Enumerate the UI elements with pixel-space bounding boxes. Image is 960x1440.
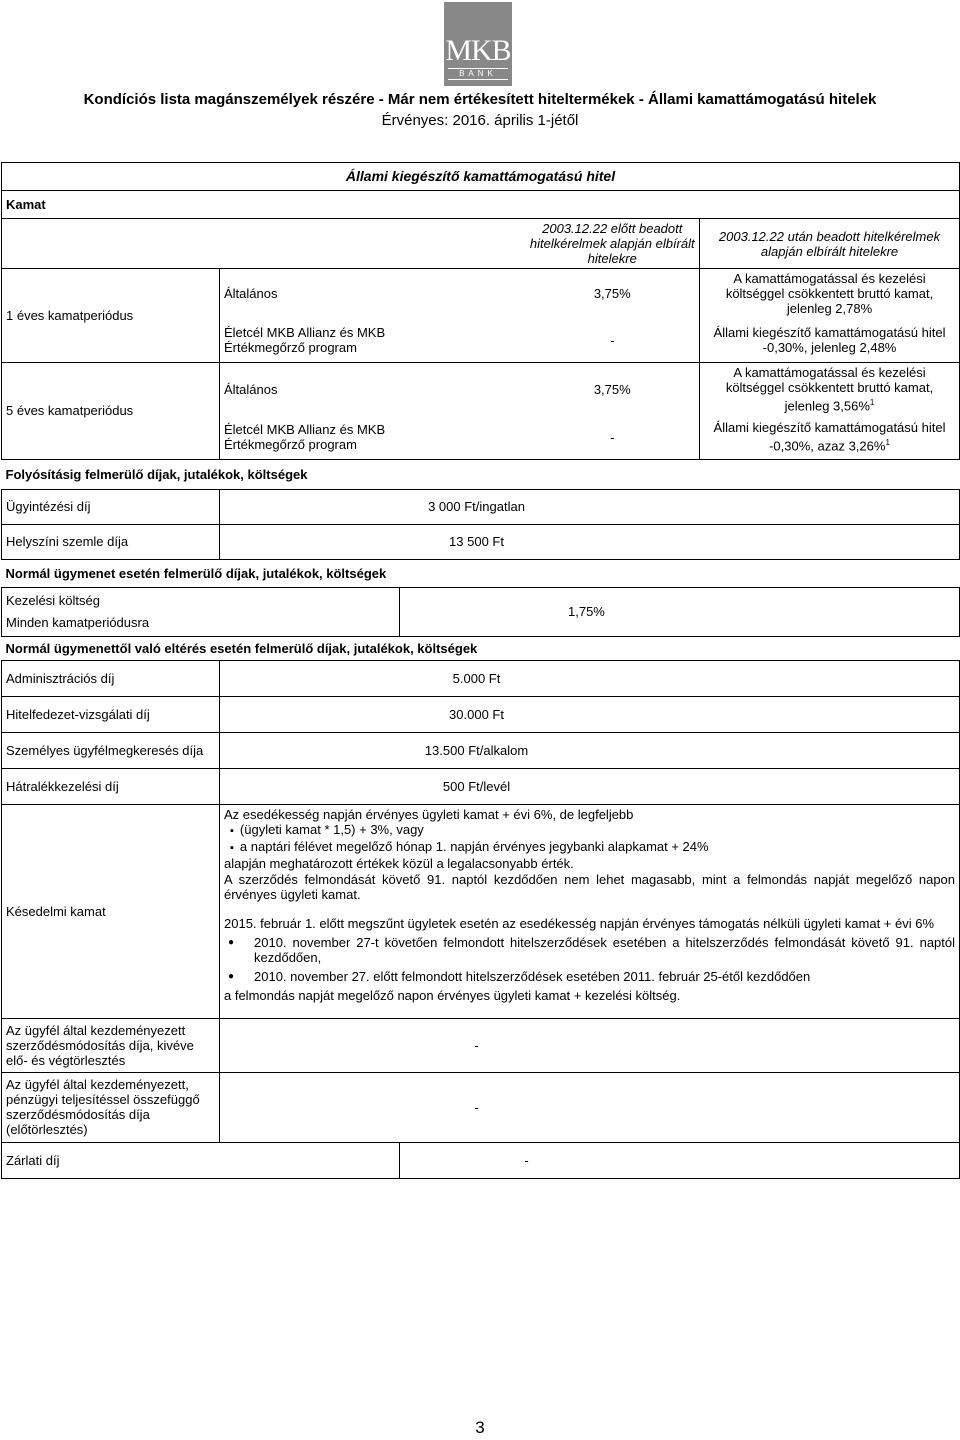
- kamat-columns-row: [2, 219, 960, 269]
- footnote-ref: 1: [885, 438, 890, 448]
- col-after-header: 2003.12.22 után beadott hitelkérelmek alapján elbírált hitelekre: [700, 219, 960, 269]
- late-p3: A szerződés felmondását követő 91. naptól kezdődően nem lehet magasabb, mint a felmondás napját megelőző napon érvényes ügyleti kamat.: [224, 871, 956, 902]
- closing-fee-row: [2, 1142, 960, 1178]
- late-p1: Az esedékesség napján érvényes ügyleti kamat + évi 6%, de legfeljebb: [224, 806, 634, 822]
- modification-fee-value: -: [220, 1018, 960, 1072]
- fee-value: 13 500 Ft: [220, 524, 960, 559]
- period5-general-label: Általános: [220, 363, 400, 416]
- period5-special-label: Életcél MKB Allianz és MKB Értékmegőrző program: [220, 415, 400, 459]
- validity-date: Érvényes: 2016. április 1-jétől: [381, 112, 579, 129]
- period5-special-before: -: [400, 415, 700, 459]
- col-before-header: 2003.12.22 előtt beadott hitelkérelmek alapján elbírált hitelekre: [400, 219, 700, 269]
- period5-special-after-cell: [700, 415, 960, 459]
- fee-label: Helyszíni szemle díja: [2, 524, 220, 559]
- period1-general-after: A kamattámogatással és kezelési költséggel csökkentett bruttó kamat, jelenleg 2,78%: [700, 269, 960, 319]
- page-number: 3: [475, 1418, 485, 1437]
- period1-general-label: Általános: [220, 269, 400, 319]
- period5-general-row: [2, 363, 960, 416]
- fee-value: 500 Ft/levél: [220, 768, 960, 804]
- logo-bank-text: BANK: [448, 68, 508, 80]
- normal-fee-label-2: Minden kamatperiódusra: [6, 614, 150, 630]
- prepayment-fee-label: Az ügyfél által kezdeményezett, pénzügyi teljesítéssel összefüggő szerződésmódosítás díja (előtörlesztés): [2, 1072, 220, 1142]
- section-title: Állami kiegészítő kamattámogatású hitel: [2, 163, 960, 191]
- fee-value: 30.000 Ft: [220, 696, 960, 732]
- late-p4: 2015. február 1. előtt megszűnt ügyletek esetén az esedékesség napján érvényes támogatás nélküli ügyleti kamat + évi 6%: [224, 915, 935, 931]
- normal-heading: Normál ügymenet esetén felmerülő díjak, jutalékok, költségek: [2, 559, 960, 587]
- period5-general-after: A kamattámogatással és kezelési költséggel csökkentett bruttó kamat, jelenleg 3,56%: [725, 365, 934, 414]
- period5-label: 5 éves kamatperiódus: [2, 363, 220, 460]
- late-rule-1: ▪ (ügyleti kamat * 1,5) + 3%, vagy: [230, 822, 955, 839]
- late-rule-2: ▪ a naptári félévet megelőző hónap 1. napján érvényes jegybanki alapkamat + 24%: [230, 839, 955, 856]
- fee-row: [2, 660, 960, 696]
- modification-fee-row: [2, 1018, 960, 1072]
- modification-fee-label: Az ügyfél által kezdeményezett szerződésmódosítás díja, kivéve elő- és végtörlesztés: [2, 1018, 220, 1072]
- prepayment-fee-row: [2, 1072, 960, 1142]
- disbursement-heading-row: [2, 459, 960, 489]
- conditions-table: [1, 162, 960, 1179]
- period1-label: 1 éves kamatperiódus: [2, 269, 220, 363]
- footnote-ref: 1: [869, 398, 875, 407]
- late-case-list: [224, 935, 955, 984]
- section-title-row: [2, 163, 960, 191]
- normal-fee-value: 1,75%: [400, 587, 960, 636]
- document-title: Kondíciós lista magánszemélyek részére - Már nem értékesített hiteltermékek - Állami kamattámogatású hitelek: [83, 91, 877, 108]
- period5-special-after: Állami kiegészítő kamattámogatású hitel -0,30%, azaz 3,26%: [713, 420, 946, 454]
- kamat-label: Kamat: [2, 191, 960, 219]
- deviation-heading: Normál ügymenettől való eltérés esetén felmerülő díjak, jutalékok, költségek: [2, 636, 960, 660]
- normal-fee-row: [2, 587, 960, 636]
- period5-general-before: 3,75%: [400, 363, 700, 416]
- late-case-2: ● 2010. november 27. előtt felmondott hitelszerződések esetében 2011. február 25-étől kezdődően: [224, 969, 955, 984]
- closing-fee-value: -: [400, 1142, 960, 1178]
- logo-mkb-text: MKB: [445, 34, 511, 67]
- late-interest-label: Késedelmi kamat: [2, 804, 220, 1018]
- fee-label: Személyes ügyfélmegkeresés díja: [2, 732, 220, 768]
- normal-fee-label: [2, 587, 400, 636]
- late-p5: a felmondás napját megelőző napon érvényes ügyleti kamat + kezelési költség.: [224, 987, 681, 1003]
- period1-general-before: 3,75%: [400, 269, 700, 319]
- fee-value: 5.000 Ft: [220, 660, 960, 696]
- normal-fee-label-1: Kezelési költség: [6, 592, 100, 608]
- deviation-heading-row: [2, 636, 960, 660]
- fee-value: 13.500 Ft/alkalom: [220, 732, 960, 768]
- normal-heading-row: [2, 559, 960, 587]
- prepayment-fee-value: -: [220, 1072, 960, 1142]
- closing-fee-label: Zárlati díj: [2, 1142, 400, 1178]
- late-case-1: ● 2010. november 27-t követően felmondott hitelszerződések esetében a hitelszerződés felmondását követő 91. naptól kezdődően,: [224, 935, 955, 965]
- period1-special-label: Életcél MKB Allianz és MKB Értékmegőrző program: [220, 319, 400, 363]
- fee-label: Hátralékkezelési díj: [2, 768, 220, 804]
- fee-row: [2, 768, 960, 804]
- late-interest-text: [220, 804, 960, 1018]
- fee-row: [2, 732, 960, 768]
- fee-label: Ügyintézési díj: [2, 489, 220, 524]
- late-rule-list: [224, 822, 955, 856]
- period1-special-after: Állami kiegészítő kamattámogatású hitel -0,30%, jelenleg 2,48%: [700, 319, 960, 363]
- period1-general-row: [2, 269, 960, 319]
- period1-special-before: -: [400, 319, 700, 363]
- fee-row: [2, 696, 960, 732]
- fee-value: 3 000 Ft/ingatlan: [220, 489, 960, 524]
- fee-row: [2, 524, 960, 559]
- late-p2: alapján meghatározott értékek közül a legalacsonyabb érték.: [224, 855, 574, 871]
- mkb-bank-logo: [444, 2, 512, 86]
- fee-label: Hitelfedezet-vizsgálati díj: [2, 696, 220, 732]
- fee-row: [2, 489, 960, 524]
- fee-label: Adminisztrációs díj: [2, 660, 220, 696]
- kamat-row: [2, 191, 960, 219]
- late-interest-row: [2, 804, 960, 1018]
- disbursement-heading: Folyósításig felmerülő díjak, jutalékok, költségek: [2, 459, 960, 489]
- period5-general-after-cell: [700, 363, 960, 416]
